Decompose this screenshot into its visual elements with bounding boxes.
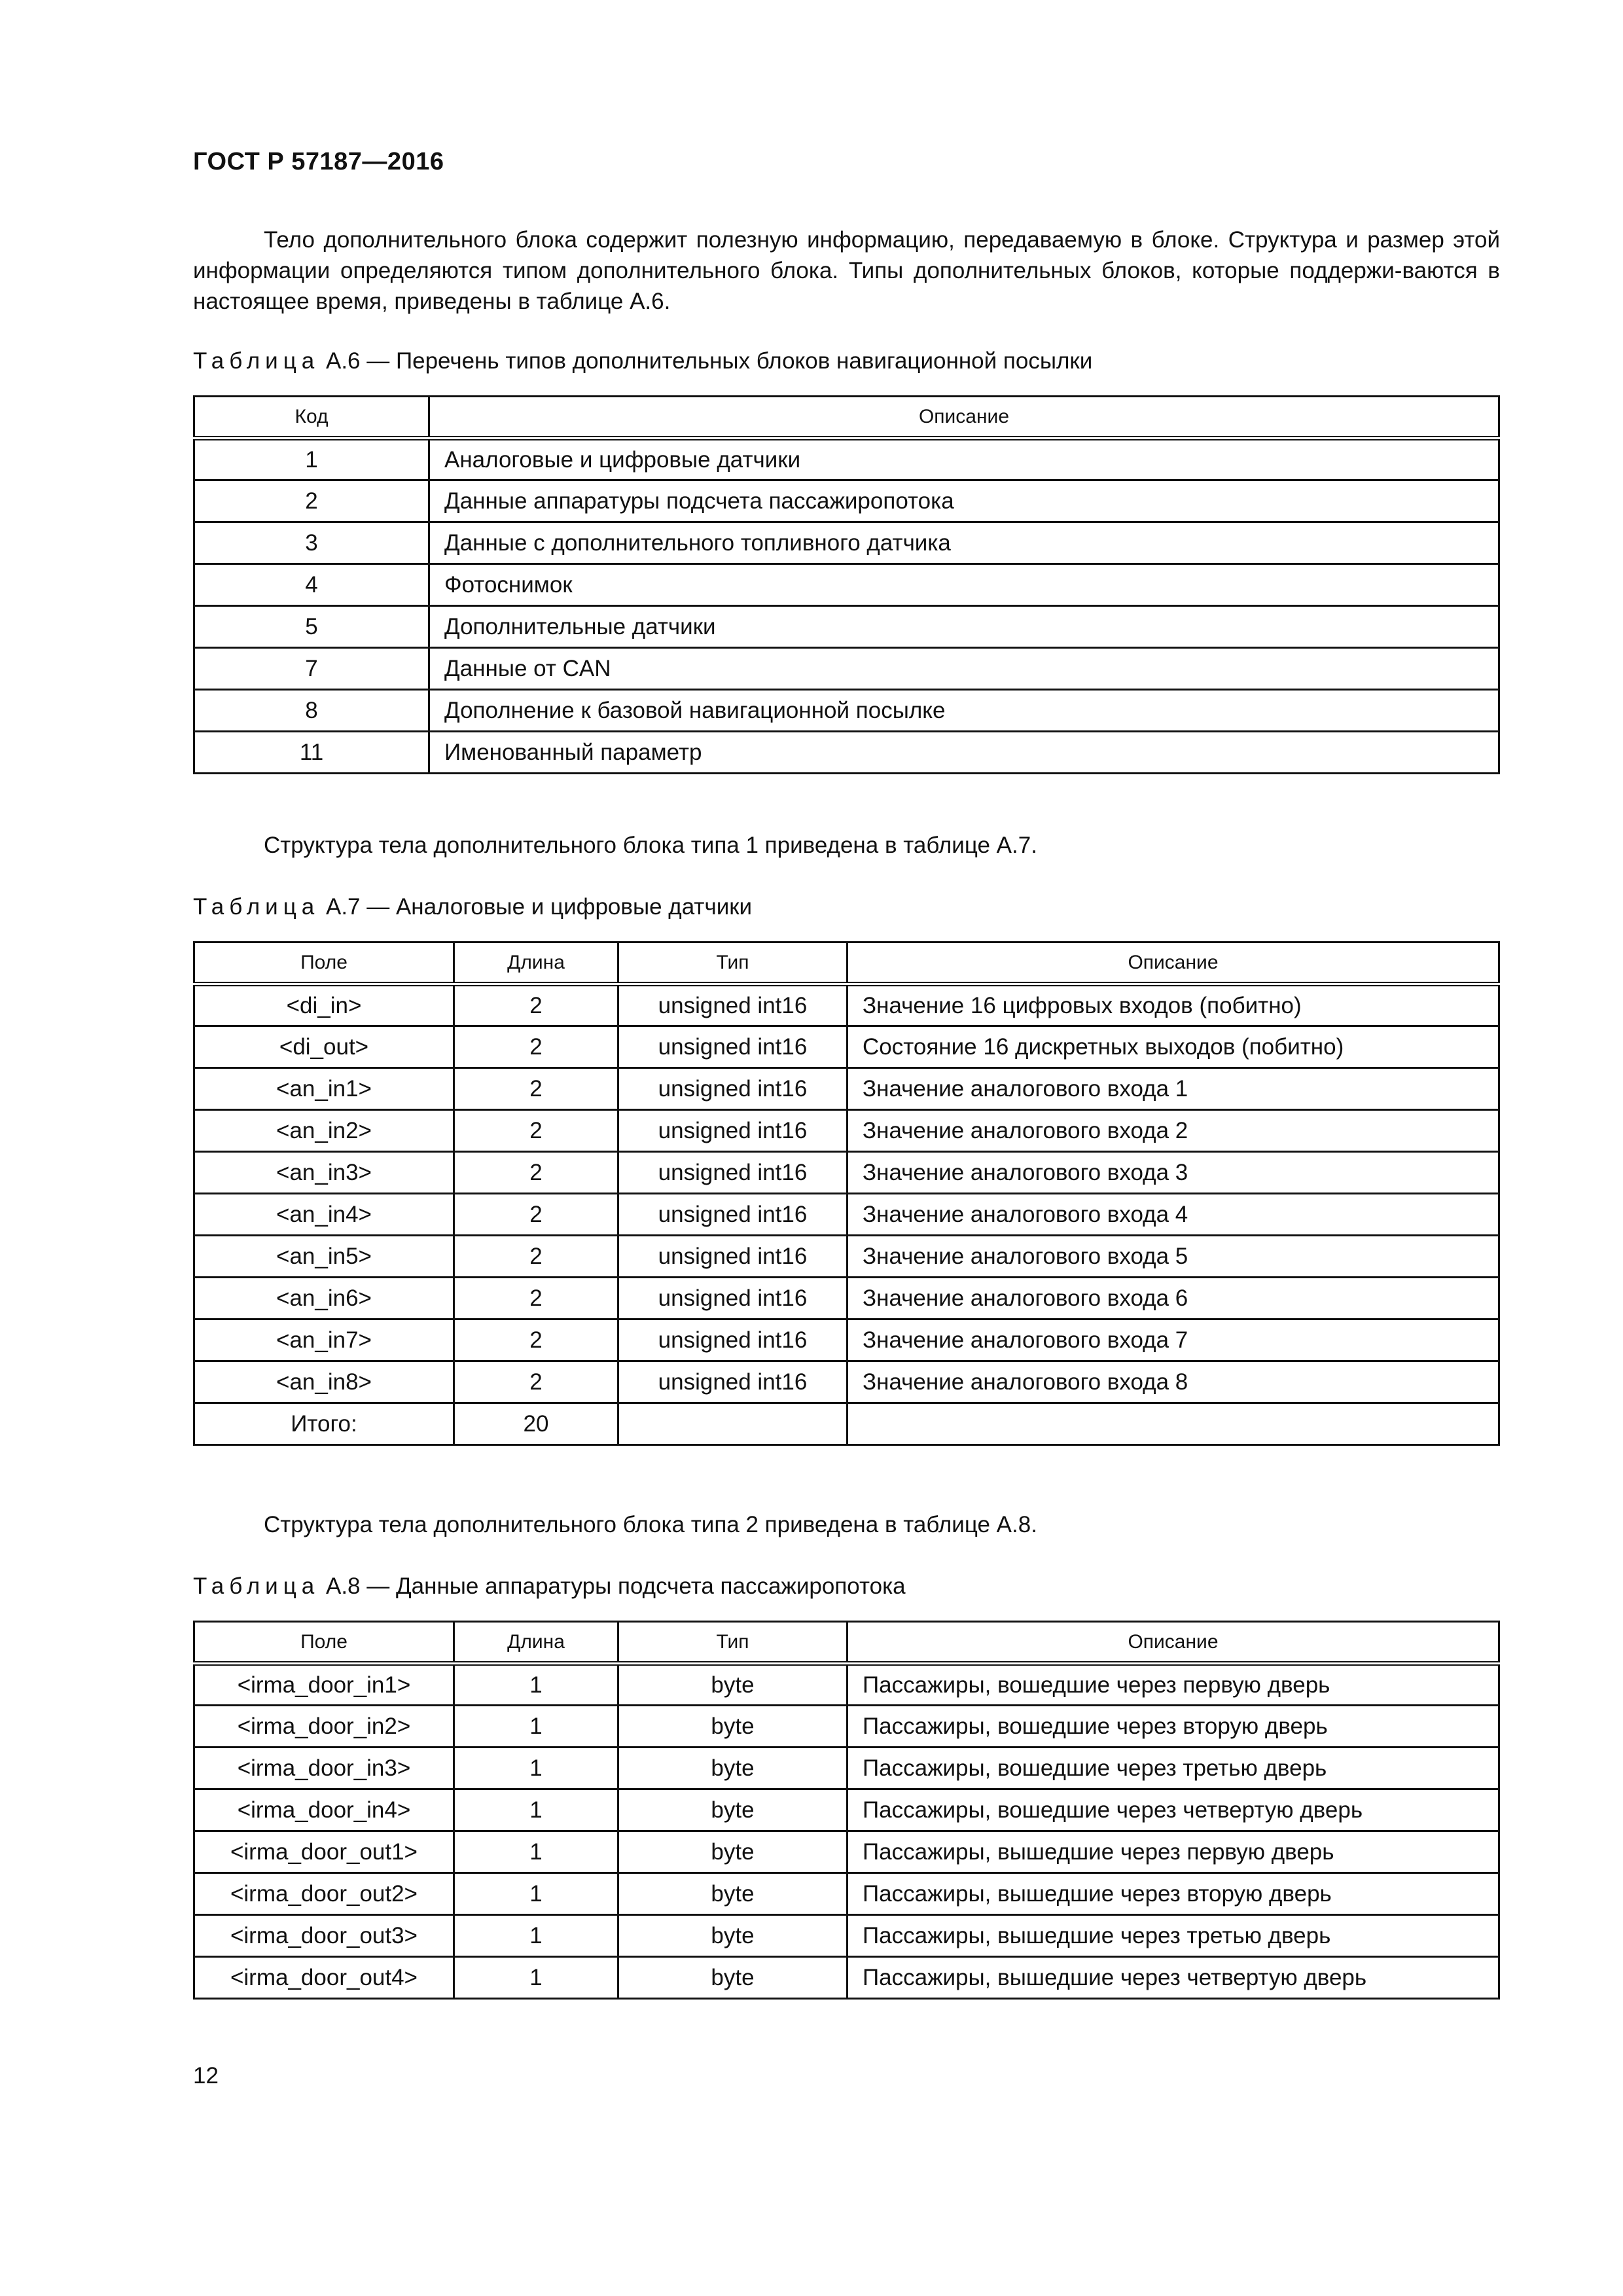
table-cell: Значение аналогового входа 3 xyxy=(847,1152,1499,1194)
table-a7-caption-label: Таблица xyxy=(193,894,320,920)
table-cell: 2 xyxy=(454,1194,618,1236)
table-cell: unsigned int16 xyxy=(618,1278,847,1319)
table-row xyxy=(194,1789,1499,1831)
table-cell: 2 xyxy=(194,480,429,522)
table-cell: <an_in3> xyxy=(194,1152,454,1194)
table-cell: Значение аналогового входа 7 xyxy=(847,1319,1499,1361)
table-row xyxy=(194,522,1499,564)
table-row xyxy=(194,1278,1499,1319)
table-cell xyxy=(618,1403,847,1445)
page-number: 12 xyxy=(193,2063,219,2089)
column-header: Длина xyxy=(454,1622,618,1664)
table-cell xyxy=(847,1403,1499,1445)
table-cell: 2 xyxy=(454,1068,618,1110)
column-header: Тип xyxy=(618,1622,847,1664)
table-cell: 8 xyxy=(194,690,429,732)
table-cell: 1 xyxy=(454,1748,618,1789)
table-row xyxy=(194,1664,1499,1706)
table-row xyxy=(194,1915,1499,1957)
table-row xyxy=(194,439,1499,480)
table-cell: <irma_door_out2> xyxy=(194,1873,454,1915)
table-row xyxy=(194,564,1499,606)
table-cell: 1 xyxy=(454,1831,618,1873)
table-cell: <irma_door_in2> xyxy=(194,1706,454,1748)
table-row xyxy=(194,1110,1499,1152)
column-header: Код xyxy=(194,397,429,439)
table-a7-caption-text: А.7 — Аналоговые и цифровые датчики xyxy=(325,894,753,920)
table-row xyxy=(194,1831,1499,1873)
table-header-row xyxy=(194,1622,1499,1664)
table-a6-caption-label: Таблица xyxy=(193,348,320,374)
table-cell: Пассажиры, вышедшие через третью дверь xyxy=(847,1915,1499,1957)
table-row xyxy=(194,732,1499,774)
table-cell: 2 xyxy=(454,1152,618,1194)
table-a7-caption xyxy=(193,891,752,922)
column-header: Поле xyxy=(194,942,454,984)
table-cell: <irma_door_out3> xyxy=(194,1915,454,1957)
table-a8-caption-label: Таблица xyxy=(193,1573,320,1599)
table-cell: Дополнение к базовой навигационной посылке xyxy=(429,690,1499,732)
table-row xyxy=(194,1152,1499,1194)
table-cell: <irma_door_in4> xyxy=(194,1789,454,1831)
table-cell: unsigned int16 xyxy=(618,1110,847,1152)
table-cell: Значение аналогового входа 5 xyxy=(847,1236,1499,1278)
table-row xyxy=(194,648,1499,690)
table-cell: Пассажиры, вошедшие через третью дверь xyxy=(847,1748,1499,1789)
table-cell: <an_in2> xyxy=(194,1110,454,1152)
table-cell: 2 xyxy=(454,1319,618,1361)
table-cell: <an_in1> xyxy=(194,1068,454,1110)
table-a7 xyxy=(193,941,1500,1446)
table-cell: 4 xyxy=(194,564,429,606)
table-cell: 2 xyxy=(454,1361,618,1403)
column-header: Описание xyxy=(847,942,1499,984)
table-cell: <irma_door_out1> xyxy=(194,1831,454,1873)
column-header: Описание xyxy=(847,1622,1499,1664)
table-cell: Пассажиры, вышедшие через первую дверь xyxy=(847,1831,1499,1873)
table-cell: byte xyxy=(618,1706,847,1748)
table-cell: byte xyxy=(618,1789,847,1831)
table-row xyxy=(194,984,1499,1026)
table-cell: 1 xyxy=(454,1706,618,1748)
table-total-row xyxy=(194,1403,1499,1445)
table-cell: byte xyxy=(618,1831,847,1873)
table-cell: unsigned int16 xyxy=(618,1026,847,1068)
table-cell: Итого: xyxy=(194,1403,454,1445)
table-cell: 1 xyxy=(454,1664,618,1706)
table-cell: Данные аппаратуры подсчета пассажиропотока xyxy=(429,480,1499,522)
table-cell: unsigned int16 xyxy=(618,1194,847,1236)
table-cell: 20 xyxy=(454,1403,618,1445)
table-row xyxy=(194,1236,1499,1278)
table-row xyxy=(194,1706,1499,1748)
table-a6-caption-text: А.6 — Перечень типов дополнительных блоков навигационной посылки xyxy=(325,348,1093,374)
table-row xyxy=(194,480,1499,522)
table-a6 xyxy=(193,395,1500,774)
table-cell: 2 xyxy=(454,1026,618,1068)
table-cell: <an_in7> xyxy=(194,1319,454,1361)
table-cell: 1 xyxy=(454,1957,618,1999)
table-row xyxy=(194,690,1499,732)
table-cell: Значение аналогового входа 2 xyxy=(847,1110,1499,1152)
table-cell: Пассажиры, вышедшие через вторую дверь xyxy=(847,1873,1499,1915)
table-cell: 5 xyxy=(194,606,429,648)
table-cell: byte xyxy=(618,1873,847,1915)
table-cell: byte xyxy=(618,1957,847,1999)
table-cell: <di_in> xyxy=(194,984,454,1026)
table-cell: Именованный параметр xyxy=(429,732,1499,774)
table-row xyxy=(194,1361,1499,1403)
table-cell: <irma_door_in1> xyxy=(194,1664,454,1706)
table-row xyxy=(194,1068,1499,1110)
table-cell: 2 xyxy=(454,1278,618,1319)
table-cell: Значение аналогового входа 4 xyxy=(847,1194,1499,1236)
column-header: Тип xyxy=(618,942,847,984)
table-cell: unsigned int16 xyxy=(618,984,847,1026)
table-row xyxy=(194,1748,1499,1789)
table-a8-caption-text: А.8 — Данные аппаратуры подсчета пассажиропотока xyxy=(325,1573,906,1599)
table-row xyxy=(194,1873,1499,1915)
table-cell: Данные с дополнительного топливного датчика xyxy=(429,522,1499,564)
table-cell: Состояние 16 дискретных выходов (побитно) xyxy=(847,1026,1499,1068)
table-cell: 11 xyxy=(194,732,429,774)
table-row xyxy=(194,1957,1499,1999)
column-header: Длина xyxy=(454,942,618,984)
column-header: Описание xyxy=(429,397,1499,439)
table-cell: 2 xyxy=(454,984,618,1026)
table-cell: 2 xyxy=(454,1236,618,1278)
table-cell: unsigned int16 xyxy=(618,1152,847,1194)
table-row xyxy=(194,606,1499,648)
table-a8-caption xyxy=(193,1571,906,1602)
table-cell: Значение аналогового входа 6 xyxy=(847,1278,1499,1319)
table-a8 xyxy=(193,1621,1500,2000)
intro-paragraph: Тело дополнительного блока содержит полезную информацию, передаваемую в блоке. Структура и размер этой информации определяются типом дополнительного блока. Типы дополнительных блоков, которые поддержи-ваются в настоящее время, приведены в таблице А.6. xyxy=(193,227,1500,314)
table-cell: <an_in6> xyxy=(194,1278,454,1319)
table-cell: Пассажиры, вошедшие через четвертую дверь xyxy=(847,1789,1499,1831)
table-cell: unsigned int16 xyxy=(618,1068,847,1110)
table-cell: <an_in4> xyxy=(194,1194,454,1236)
table-cell: Аналоговые и цифровые датчики xyxy=(429,439,1499,480)
table-cell: 1 xyxy=(454,1789,618,1831)
table-cell: Фотоснимок xyxy=(429,564,1499,606)
document-header: ГОСТ Р 57187—2016 xyxy=(193,148,444,175)
table-cell: Значение 16 цифровых входов (побитно) xyxy=(847,984,1499,1026)
table-cell: Пассажиры, вышедшие через четвертую дверь xyxy=(847,1957,1499,1999)
table-cell: <irma_door_in3> xyxy=(194,1748,454,1789)
column-header: Поле xyxy=(194,1622,454,1664)
table-cell: unsigned int16 xyxy=(618,1319,847,1361)
table-cell: 1 xyxy=(194,439,429,480)
table-cell: unsigned int16 xyxy=(618,1236,847,1278)
table-cell: byte xyxy=(618,1748,847,1789)
table-cell: Данные от CAN xyxy=(429,648,1499,690)
table-cell: Дополнительные датчики xyxy=(429,606,1499,648)
table-a6-caption xyxy=(193,346,1092,376)
table-row xyxy=(194,1194,1499,1236)
table-cell: <an_in8> xyxy=(194,1361,454,1403)
table-cell: Значение аналогового входа 8 xyxy=(847,1361,1499,1403)
table-cell: 2 xyxy=(454,1110,618,1152)
table-header-row xyxy=(194,942,1499,984)
table-cell: 1 xyxy=(454,1873,618,1915)
table-cell: 1 xyxy=(454,1915,618,1957)
table-cell: Пассажиры, вошедшие через вторую дверь xyxy=(847,1706,1499,1748)
table-row xyxy=(194,1026,1499,1068)
table-row xyxy=(194,1319,1499,1361)
table-a8-intro: Структура тела дополнительного блока типа 2 приведена в таблице А.8. xyxy=(264,1512,1037,1537)
table-cell: Значение аналогового входа 1 xyxy=(847,1068,1499,1110)
table-a7-intro: Структура тела дополнительного блока типа 1 приведена в таблице А.7. xyxy=(264,833,1037,858)
table-cell: 7 xyxy=(194,648,429,690)
table-cell: byte xyxy=(618,1664,847,1706)
table-cell: unsigned int16 xyxy=(618,1361,847,1403)
table-cell: <irma_door_out4> xyxy=(194,1957,454,1999)
table-cell: 3 xyxy=(194,522,429,564)
table-cell: <di_out> xyxy=(194,1026,454,1068)
table-cell: <an_in5> xyxy=(194,1236,454,1278)
table-header-row xyxy=(194,397,1499,439)
table-cell: byte xyxy=(618,1915,847,1957)
table-cell: Пассажиры, вошедшие через первую дверь xyxy=(847,1664,1499,1706)
